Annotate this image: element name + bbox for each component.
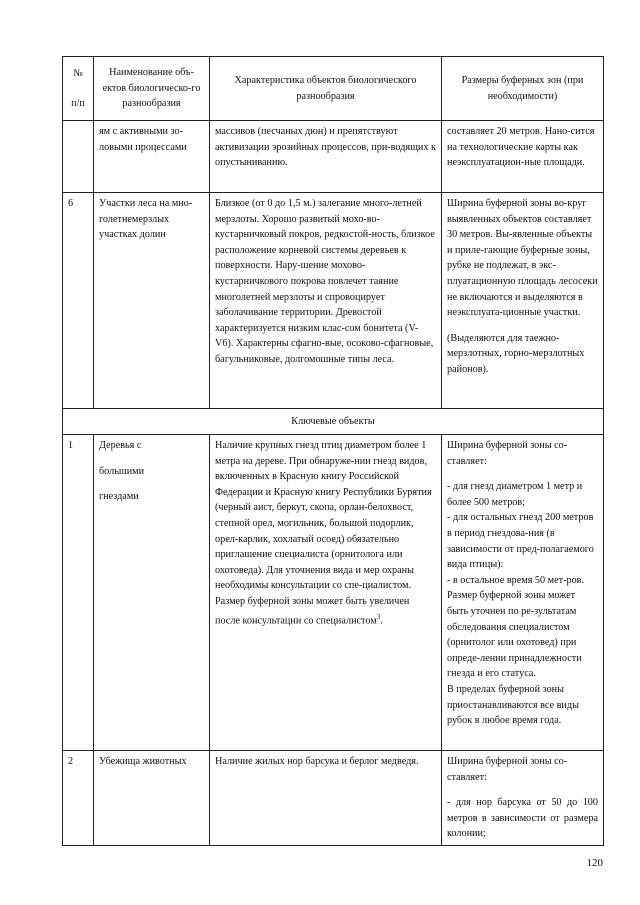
row-characteristic: массивов (песчаных дюн) и препятствуют активизации эрозийных процессов, при-водящих к опустыниванию. — [210, 121, 442, 193]
row-buffer-size — [442, 193, 604, 409]
row-object-name: Участки леса на мно-голетнемерзлых участках долин — [94, 193, 210, 409]
buffer-item: - для гнезд диаметром 1 метр и более 500 метров; — [447, 481, 583, 508]
table-row — [63, 121, 604, 193]
row-object-name: Убежища животных — [94, 751, 210, 846]
row-number: 1 — [63, 435, 94, 751]
buffer-item: - для остальных гнезд 200 метров в период гнездова-ния (в зависимости от пред-полагаемого вида птицы): — [447, 512, 594, 571]
section-row — [63, 409, 604, 435]
buffer-paragraph: Ширина буферной зоны во-круг выявленных объектов составляет 30 метров. Вы-явленные объекты и приле-гающие буферные зоны, рубке не подлежат, в экс-плуатационную площадь лесосеки не включаются и выделяются в неэксплуата-ционные участки. — [447, 198, 598, 319]
table-row — [63, 193, 604, 409]
footnote-mark: 3 — [376, 612, 381, 621]
buffer-item: - для нор барсука от 50 до 100 метров в зависимости от размера колонии; — [447, 797, 598, 840]
buffer-item: В пределах буферной зоны приостанавливаются все виды рубок в любое время года. — [447, 683, 579, 727]
buffer-intro: Ширина буферной зоны со-ставляет: — [447, 756, 568, 783]
row-characteristic: Наличие крупных гнезд птиц диаметром более 1 метра на дереве. При обнаруже-нии гнезд видов, включенных в Красную книгу Российской Федерации и Красную книгу Республики Бурятия (черный аист, беркут, скопа, орлан-белохвост, степной орел, могильник, большой подорлик, орел-карлик, хохлатый осоед) обязательно приглашение специалиста (орнитолога или охотоведа). Для уточнения вида и мер охраны необходимы консультации со спе-циалистом. Размер буферной зоны может быть увеличен после консультации со специалистом$^3$. — [210, 435, 442, 751]
row-characteristic: Близкое (от 0 до 1,5 м.) залегание много-летней мерзлоты. Хорошо развитый мохо-во-кустарничковый покров, редкостой-ность, близкое расположение корневой системы деревьев к поверхности. Нару-шение мохово- кустарничкового покрова повлечет таяние многолетней мерзлоты и спровоцирует заболачивание территории. Древостой характеризуется низким клас-сом бонитета (V-V6). Характерны сфагно-вые, осоково-сфагновые, багульниковые, долгомошные типы леса. — [210, 193, 442, 409]
buffer-zone-table — [62, 56, 604, 846]
row-buffer-size — [442, 751, 604, 846]
section-title: Ключевые объекты — [63, 409, 604, 435]
header-characteristic: Характеристика объектов биологического разнообразия — [210, 57, 442, 121]
object-name-line: гнездами — [99, 491, 139, 503]
row-number: 6 — [63, 193, 94, 409]
buffer-note: (Выделяются для таежно-мерзлотных, горно-мерзлотных районов). — [447, 332, 585, 375]
row-number: 2 — [63, 751, 94, 846]
row-buffer-size — [442, 435, 604, 751]
table-row — [63, 435, 604, 751]
table-header-row — [63, 57, 604, 121]
row-object-name — [94, 435, 210, 751]
object-name-line: Деревья с — [99, 440, 142, 451]
row-buffer-size: составляет 20 метров. Нано-сится на технологические карты как неэксплуатацион-ные площади. — [442, 121, 604, 193]
header-object-name: Наименование объ-ектов биологическо-го разнообразия — [94, 57, 210, 121]
row-characteristic: Наличие жилых нор барсука и берлог медведя. — [210, 751, 442, 846]
page-number: 120 — [586, 857, 603, 869]
header-number — [63, 57, 94, 121]
header-number-symbol: № — [73, 67, 83, 79]
header-number-abbr: п/п — [71, 97, 85, 109]
table-row — [63, 751, 604, 846]
row-object-name: ям с активными зо-ловыми процессами — [94, 121, 210, 193]
row-number — [63, 121, 94, 193]
buffer-intro: Ширина буферной зоны со-ставляет: — [447, 440, 568, 467]
header-buffer-size: Размеры буферных зон (при необходимости) — [442, 57, 604, 121]
buffer-item: - в остальное время 50 мет-ров. Размер буферной зоны может быть уточнен по ре-зультатам обследования специалистом (орнитолог или охотовед) при опреде-лении принадлежности гнезда и его статуса. — [447, 574, 585, 680]
object-name-line: большими — [99, 465, 145, 477]
characteristic-text: Наличие крупных гнезд птиц диаметром более 1 метра на дереве. При обнаруже-нии гнезд видов, включенных в Красную книгу Российской Федерации и Красную книгу Республики Бурятия (черный аист, беркут, скопа, орлан-белохвост, степной орел, могильник, большой подорлик, орел-карлик, хохлатый осоед) обязательно приглашение специалиста (орнитолога или охотоведа). Для уточнения вида и мер охраны необходимы консультации со спе-циалистом. Размер буферной зоны может быть увеличен после консультации со специалистом — [215, 440, 432, 626]
